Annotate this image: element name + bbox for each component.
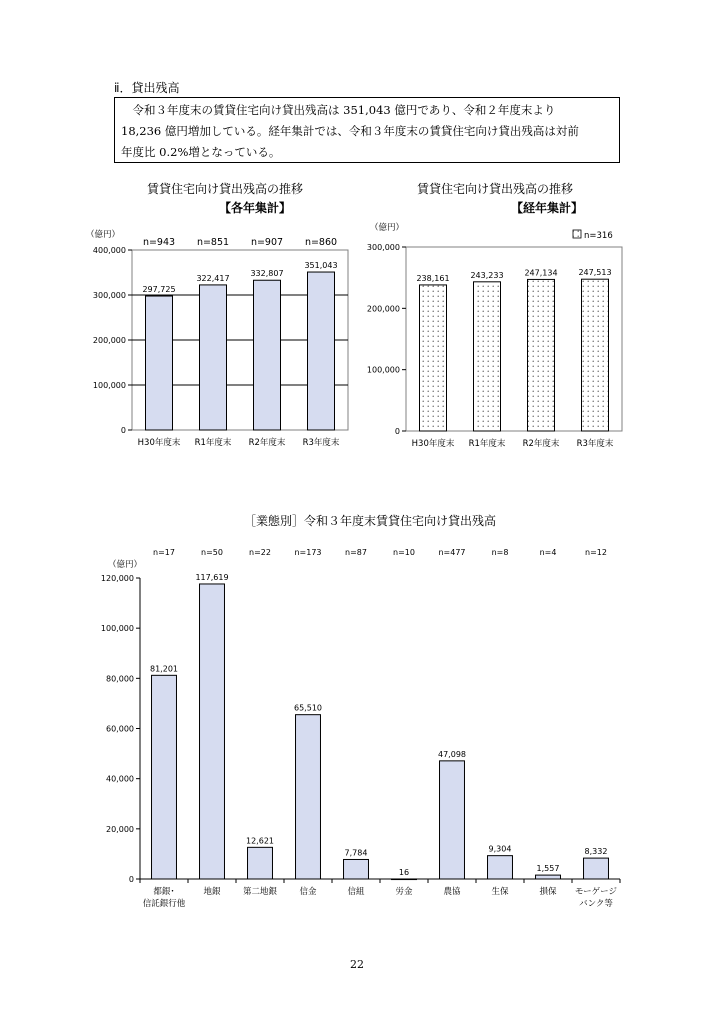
count-label: n=860: [304, 237, 338, 248]
bar-value-label: 243,233: [470, 270, 504, 280]
count-label: n=8: [491, 548, 509, 557]
x-tick-label: R1年度末: [194, 438, 232, 448]
section-title: ⅱ．貸出残高: [114, 81, 180, 95]
bar: [474, 282, 501, 431]
bar: [254, 280, 281, 430]
y-tick-label: 100,000: [100, 624, 134, 634]
x-tick-label: R3年度末: [302, 438, 340, 448]
bar: [146, 296, 173, 430]
bar-value-label: 1,557: [536, 864, 560, 874]
x-tick-label: 損保: [539, 887, 557, 897]
count-label: n=907: [250, 237, 284, 248]
x-tick-label: モーゲージ: [575, 887, 617, 897]
bar-value-label: 7,784: [344, 848, 368, 858]
y-tick-label: 200,000: [92, 336, 126, 345]
x-tick-label: 信組: [347, 887, 365, 897]
y-tick-label: 0: [120, 426, 126, 435]
y-tick-label: 100,000: [366, 365, 400, 375]
y-tick-label: 300,000: [92, 291, 126, 300]
bar-value-label: 65,510: [294, 703, 322, 713]
x-tick-label: R1年度末: [468, 439, 506, 449]
chart-title: 賃貸住宅向け貸出残高の推移: [146, 182, 304, 196]
x-tick-label: 信託銀行他: [142, 899, 186, 909]
summary-box: [114, 97, 620, 163]
x-tick-label: 第二地銀: [242, 887, 278, 897]
bar: [488, 856, 513, 879]
bar-value-label: 238,161: [416, 273, 450, 283]
y-tick-label: 80,000: [106, 674, 134, 684]
chart-annual: [80, 175, 370, 460]
bar: [536, 875, 561, 879]
bar: [248, 847, 273, 879]
bar: [440, 761, 465, 879]
x-tick-label: 都銀･: [153, 887, 175, 897]
bar-value-label: 322,417: [196, 273, 230, 283]
y-tick-label: 100,000: [92, 381, 126, 390]
y-tick-label: 120,000: [100, 574, 134, 583]
count-label: n=173: [294, 548, 322, 557]
chart-longitudinal: [362, 175, 632, 460]
y-axis-label: （億円）: [86, 230, 121, 240]
y-tick-label: 400,000: [92, 246, 126, 255]
summary-line-3: 年度比 0.2%増となっている。: [121, 145, 281, 159]
y-tick-label: 0: [394, 427, 400, 436]
bar: [344, 859, 369, 879]
x-tick-label: H30年度末: [137, 438, 181, 448]
bar-value-label: 47,098: [438, 749, 466, 759]
y-axis-label: （億円）: [370, 223, 405, 233]
bar-value-label: 247,513: [578, 268, 612, 278]
bar: [152, 675, 177, 879]
summary-line-2: 18,236 億円増加している。経年集計では、令和３年度末の賃貸住宅向け貸出残高は対前: [121, 124, 579, 138]
summary-line-1: 令和３年度末の賃貸住宅向け貸出残高は 351,043 億円であり、令和２年度末より: [132, 103, 556, 117]
legend-swatch: [573, 230, 581, 238]
count-label: n=10: [393, 548, 415, 557]
x-tick-label: 農協: [443, 887, 461, 897]
x-tick-label: 信金: [299, 887, 317, 897]
bar: [296, 715, 321, 879]
bar-value-label: 247,134: [524, 268, 558, 278]
bar-value-label: 16: [398, 867, 410, 877]
x-tick-label: H30年度末: [411, 439, 455, 449]
bar-value-label: 351,043: [304, 261, 338, 271]
count-label: n=4: [539, 548, 557, 557]
bar: [200, 584, 225, 879]
y-axis-label: （億円）: [108, 560, 143, 570]
chart-subtitle: 【各年集計】: [218, 201, 292, 215]
chart-title: ［業態別］令和３年度末賃貸住宅向け貸出残高: [243, 514, 497, 528]
chart-subtitle: 【経年集計】: [510, 201, 584, 215]
bar: [392, 879, 417, 880]
count-label: n=477: [438, 548, 466, 557]
x-tick-label: 労金: [395, 887, 413, 897]
bar-value-label: 117,619: [195, 572, 229, 582]
count-label: n=17: [153, 548, 175, 557]
y-tick-label: 40,000: [106, 774, 134, 784]
bar: [200, 285, 227, 430]
x-tick-label: 生保: [491, 887, 509, 897]
y-tick-label: 300,000: [366, 243, 400, 252]
bar-value-label: 332,807: [250, 269, 284, 279]
count-label: n=851: [196, 237, 230, 248]
bar: [308, 272, 335, 430]
count-label: n=50: [201, 548, 223, 557]
bar-value-label: 8,332: [584, 847, 608, 857]
bar: [420, 285, 447, 431]
x-tick-label: R2年度末: [522, 439, 560, 449]
bar: [582, 279, 609, 431]
bar: [584, 858, 609, 879]
x-tick-label: R3年度末: [576, 439, 614, 449]
x-tick-label: R2年度末: [248, 438, 286, 448]
count-label: n=943: [142, 237, 176, 248]
bar-value-label: 81,201: [150, 664, 178, 674]
chart-by-business-type: [90, 505, 650, 925]
count-label: n=87: [345, 548, 367, 557]
count-label: n=12: [585, 548, 607, 557]
bar: [528, 279, 555, 431]
count-label: n=22: [249, 548, 271, 557]
legend-label: n=316: [584, 231, 613, 241]
y-tick-label: 200,000: [366, 304, 400, 314]
chart-title: 賃貸住宅向け貸出残高の推移: [416, 182, 574, 196]
bar-value-label: 9,304: [488, 844, 512, 854]
bar-value-label: 12,621: [246, 836, 274, 846]
x-tick-label: バンク等: [579, 899, 613, 909]
y-tick-label: 60,000: [106, 724, 134, 734]
y-tick-label: 20,000: [106, 824, 134, 834]
page-number: 22: [350, 958, 364, 971]
x-tick-label: 地銀: [203, 887, 221, 897]
y-tick-label: 0: [128, 875, 134, 884]
bar-value-label: 297,725: [142, 285, 176, 295]
